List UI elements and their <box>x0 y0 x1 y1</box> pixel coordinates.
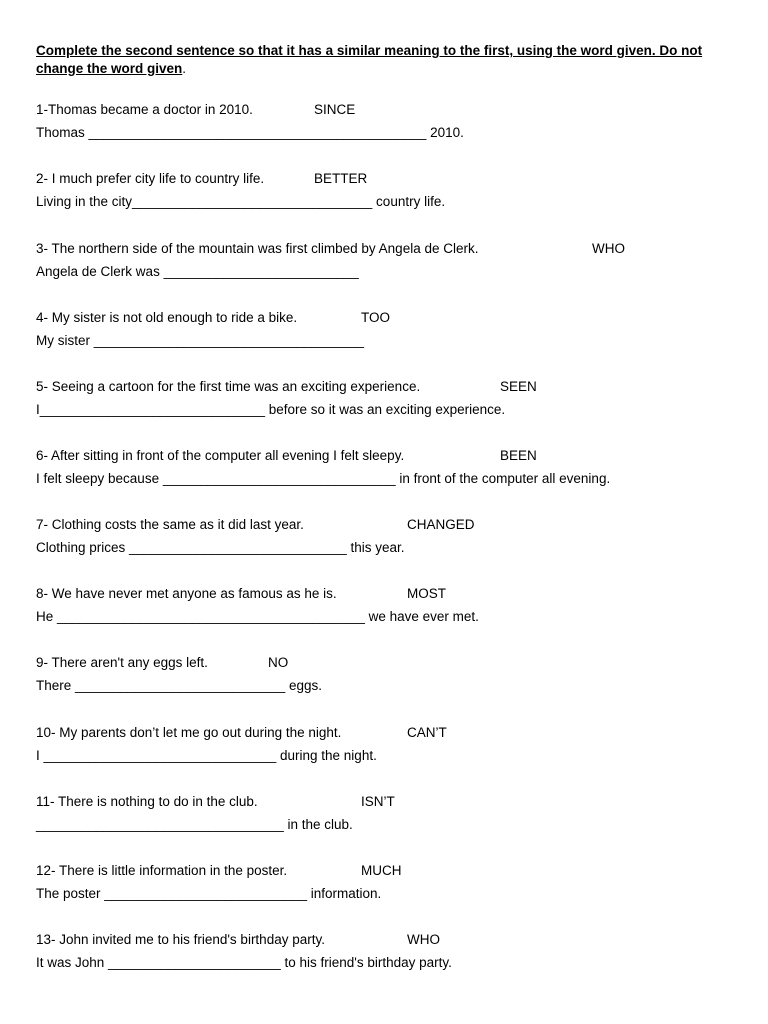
instructions <box>36 42 748 78</box>
keyword: SINCE <box>314 102 356 117</box>
keyword: MOST <box>407 586 446 601</box>
prompt-sentence: 2- I much prefer city life to country life. <box>36 171 265 186</box>
keyword: CAN’T <box>407 725 447 740</box>
answer-sentence: The poster ___________________________ information. <box>36 886 382 901</box>
keyword: TOO <box>361 310 391 325</box>
prompt-sentence: 8- We have never met anyone as famous as he is. <box>36 586 337 601</box>
instructions-period: . <box>182 61 187 76</box>
prompt-sentence: 1-Thomas became a doctor in 2010. <box>36 102 253 117</box>
answer-sentence: Thomas _____________________________________________ 2010. <box>36 125 464 140</box>
answer-sentence: He _________________________________________ we have ever met. <box>36 609 479 624</box>
answer-sentence: I _______________________________ during the night. <box>36 748 377 763</box>
answer-sentence: It was John _______________________ to his friend's birthday party. <box>36 955 452 970</box>
keyword: CHANGED <box>407 517 475 532</box>
instructions-text: Complete the second sentence so that it has a similar meaning to the first, using the word given. Do not change the word given <box>36 43 703 76</box>
prompt-sentence: 13- John invited me to his friend's birthday party. <box>36 932 325 947</box>
answer-sentence: I______________________________ before so it was an exciting experience. <box>36 402 506 417</box>
answer-sentence: There ____________________________ eggs. <box>36 678 323 693</box>
keyword: BEEN <box>500 448 537 463</box>
prompt-sentence: 9- There aren't any eggs left. <box>36 655 208 670</box>
prompt-sentence: 12- There is little information in the poster. <box>36 863 288 878</box>
prompt-sentence: 11- There is nothing to do in the club. <box>36 794 258 809</box>
prompt-sentence: 6- After sitting in front of the computer all evening I felt sleepy. <box>36 448 405 463</box>
answer-sentence: Living in the city________________________________ country life. <box>36 194 446 209</box>
keyword: ISN’T <box>361 794 395 809</box>
answer-sentence: My sister ____________________________________ <box>36 333 365 348</box>
prompt-sentence: 7- Clothing costs the same as it did last year. <box>36 517 304 532</box>
answer-sentence: _________________________________ in the club. <box>36 817 353 832</box>
keyword: MUCH <box>361 863 402 878</box>
keyword: WHO <box>407 932 440 947</box>
answer-sentence: I felt sleepy because _______________________________ in front of the computer all evening. <box>36 471 611 486</box>
prompt-sentence: 10- My parents don’t let me go out during the night. <box>36 725 342 740</box>
keyword: BETTER <box>314 171 368 186</box>
keyword: SEEN <box>500 379 537 394</box>
prompt-sentence: 5- Seeing a cartoon for the first time was an exciting experience. <box>36 379 421 394</box>
keyword: NO <box>268 655 289 670</box>
prompt-sentence: 3- The northern side of the mountain was first climbed by Angela de Clerk. <box>36 241 479 256</box>
prompt-sentence: 4- My sister is not old enough to ride a bike. <box>36 310 298 325</box>
answer-sentence: Clothing prices _____________________________ this year. <box>36 540 405 555</box>
answer-sentence: Angela de Clerk was __________________________ <box>36 264 359 279</box>
keyword: WHO <box>592 241 625 256</box>
